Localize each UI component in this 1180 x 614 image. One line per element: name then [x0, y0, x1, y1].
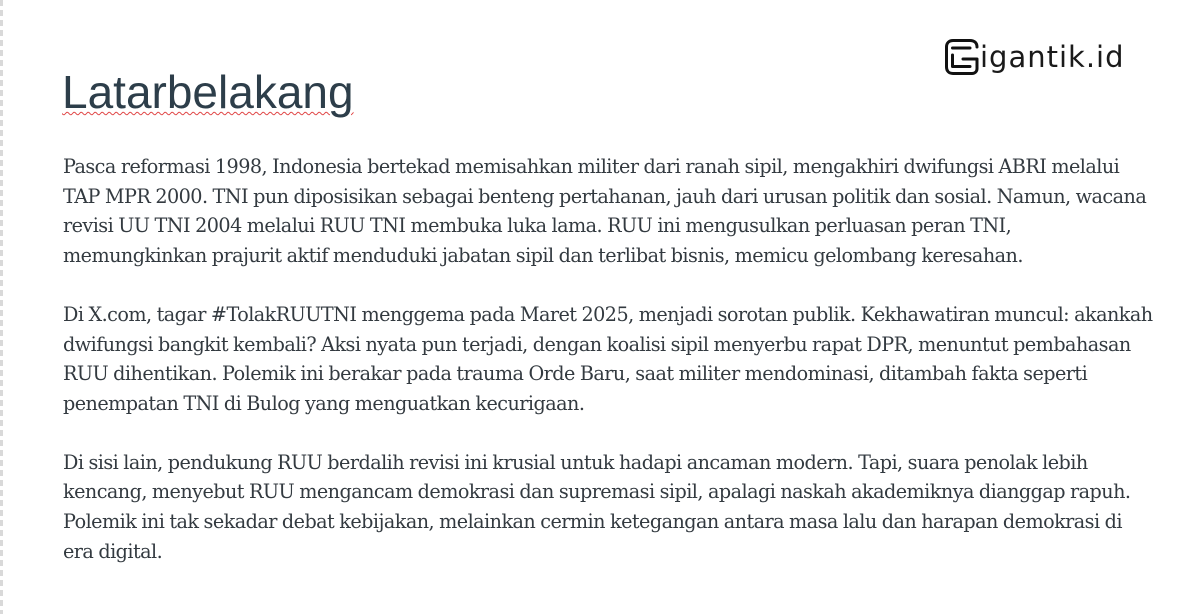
page-title: Latarbelakang: [62, 66, 354, 118]
paragraph-1: Pasca reformasi 1998, Indonesia bertekad memisahkan militer dari ranah sipil, mengakhiri dwifungsi ABRI melalui TAP MPR 2000. TNI pun diposisikan sebagai benteng pertahanan, jauh dari urusan politik dan sosial. Namun, wacana revisi UU TNI 2004 melalui RUU TNI membuka luka lama. RUU ini mengusulkan perluasan peran TNI, memungkinkan prajurit aktif menduduki jabatan sipil dan terlibat bisnis, memicu gelombang keresahan.: [63, 155, 1147, 268]
brand-logo[interactable]: [944, 38, 1125, 76]
page-edge-divider: [0, 0, 3, 614]
logo-text: igantik.id: [980, 40, 1125, 74]
paragraph-3: Di sisi lain, pendukung RUU berdalih revisi ini krusial untuk hadapi ancaman modern. Tapi, suara penolak lebih kencang, menyebut RUU mengancam demokrasi dan supremasi sipil, apalagi naskah akademiknya dianggap rapuh. Polemik ini tak sekadar debat kebijakan, melainkan cermin ketegangan antara masa lalu dan harapan demokrasi di era digital.: [63, 450, 1131, 563]
paragraph-2: Di X.com, tagar #TolakRUUTNI menggema pada Maret 2025, menjadi sorotan publik. Kekhawatiran muncul: akankah dwifungsi bangkit kembali? Aksi nyata pun terjadi, dengan koalisi sipil menyerbu rapat DPR, menuntut pembahasan RUU dihentikan. Polemik ini berakar pada trauma Orde Baru, saat militer mendominasi, ditambah fakta seperti penempatan TNI di Bulog yang menguatkan kecurigaan.: [63, 302, 1153, 415]
article-body: [63, 152, 1153, 595]
gigantik-g-logo-icon: [944, 38, 980, 76]
